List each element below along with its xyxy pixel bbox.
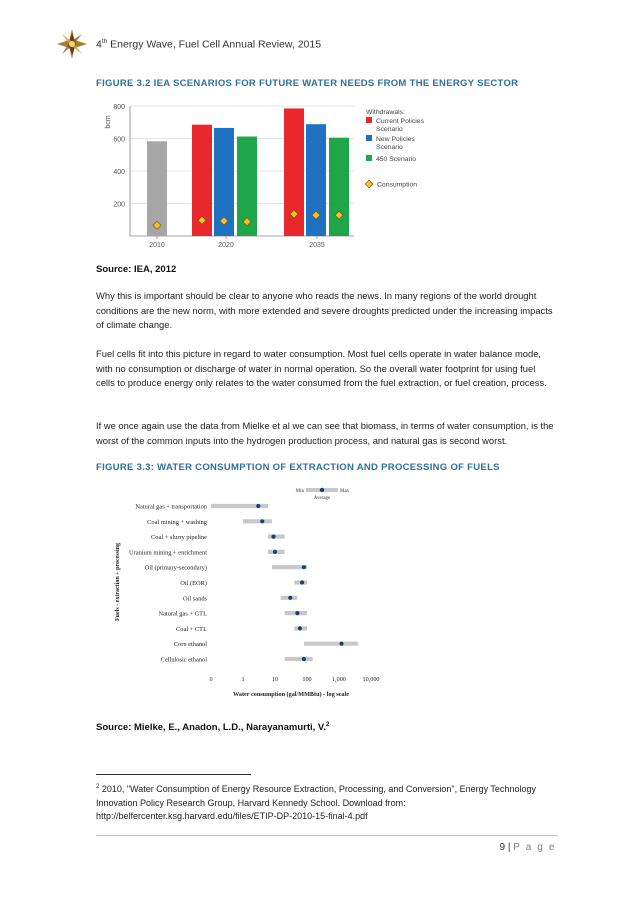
y-tick-label: 200 (113, 201, 125, 209)
legend-label: 450 Scenario (376, 156, 417, 163)
legend-max-label: Max (340, 489, 350, 494)
legend-swatch (366, 117, 372, 123)
legend-label: Scenario (376, 144, 403, 151)
legend-label: New Policies (376, 136, 415, 143)
legend-average-label: Average (313, 496, 331, 501)
average-dot (295, 611, 299, 615)
average-dot (302, 657, 306, 661)
legend-label: Scenario (376, 126, 403, 133)
footer-divider (96, 835, 558, 836)
average-dot (273, 550, 277, 554)
figure-3-3-source: Source: Mielke, E., Anadon, L.D., Narayanamurti, V.$^2$ (96, 722, 330, 734)
average-dot (298, 626, 302, 630)
average-dot (271, 535, 275, 539)
paragraph-3: If we once again use the data from Mielke et al we can see that biomass, in terms of water consumption, is the worst of the common inputs into the hydrogen production process, and natural gas is second worst. (96, 420, 554, 446)
x-tick-label: 0 (209, 676, 213, 683)
x-tick-label: 10,000 (362, 676, 380, 683)
row-label: Uranium mining + enrichment (129, 549, 207, 557)
y-axis-label: bcm (105, 115, 112, 129)
row-label: Coal mining + washing (147, 518, 207, 526)
x-tick-label: 2020 (218, 242, 234, 249)
average-dot (288, 596, 292, 600)
row-label: Coal + CTL (176, 625, 207, 633)
average-dot (256, 504, 260, 508)
paragraph-2: Fuel cells fit into this picture in regard to water consumption. Most fuel cells operate in water balance mode, with no consumption or discharge of water in normal operation. So the overall water footprint for using fuel cells to produce energy only relates to the water consumed from the fuel extraction, or fuel creation, process. (96, 348, 547, 389)
figure-3-2-source: Source: IEA, 2012 (96, 264, 177, 275)
paragraph-1: Why this is important should be clear to anyone who reads the news. In many regions of the world drought conditions are the new norm, with more extended and severe droughts predicted under the increasing impacts of climate change. (96, 290, 553, 331)
row-label: Corn ethanol (173, 641, 207, 649)
page-number: 9 | P a g e (499, 842, 556, 853)
x-tick-label: 10 (271, 676, 279, 683)
bar (329, 138, 349, 236)
y-tick-label: 800 (113, 104, 125, 111)
legend-swatch (366, 135, 372, 141)
footnote: $^2$ 2010, "Water Consumption of Energy Resource Extraction, Processing, and Conversion", Energy Technology Innovation Policy Research Group, Harvard Kennedy School. Download from: http://belfercenter.ksg.harvard.edu/files/ETIP-DP-2010-15-final-4.pdf (96, 784, 536, 821)
average-dot (302, 565, 306, 569)
legend-consumption-marker (365, 180, 373, 188)
figure-3-3-title: FIGURE 3.3: WATER CONSUMPTION OF EXTRACTION AND PROCESSING OF FUELS (96, 462, 500, 473)
legend-label: Consumption (377, 181, 418, 189)
legend-swatch (366, 155, 372, 161)
x-tick-label: 100 (302, 676, 312, 683)
x-axis-label: Water consumption (gal/MMBtu) - log scale (233, 691, 349, 698)
y-tick-label: 600 (113, 136, 125, 144)
x-tick-label: 1,000 (332, 676, 346, 683)
water-consumption-range-chart (110, 482, 400, 702)
row-label: Oil sands (183, 595, 207, 603)
row-label: Cellulosic ethanol (160, 656, 207, 664)
average-dot (260, 519, 264, 523)
row-label: Oil (EOR) (180, 580, 207, 587)
legend-title: Withdrawals: (366, 109, 405, 116)
legend-average-dot (320, 488, 324, 492)
y-tick-label: 400 (113, 169, 125, 176)
legend-min-label: Min (295, 489, 304, 494)
x-tick-label: 1 (241, 676, 245, 683)
average-dot (339, 642, 343, 646)
x-tick-label: 2010 (149, 242, 165, 249)
header-title: 4th Energy Wave, Fuel Cell Annual Review, 2015 (96, 38, 322, 51)
row-label: Natural gas + transportation (135, 503, 207, 511)
star-compass-logo (56, 28, 88, 60)
row-label: Natural gas + GTL (158, 610, 207, 618)
footnote-divider (96, 774, 251, 775)
figure-3-2-title: FIGURE 3.2 IEA SCENARIOS FOR FUTURE WATER NEEDS FROM THE ENERGY SECTOR (96, 78, 519, 89)
row-label: Coal + slurry pipeline (151, 534, 207, 542)
legend-label: Current Policies (376, 118, 424, 125)
x-tick-label: 2035 (309, 242, 325, 249)
row-label: Oil (primary-secondary) (144, 564, 207, 572)
y-axis-label: Fuels - extraction + processing (115, 543, 121, 621)
iea-water-bar-chart (96, 98, 436, 250)
average-dot (300, 580, 304, 584)
